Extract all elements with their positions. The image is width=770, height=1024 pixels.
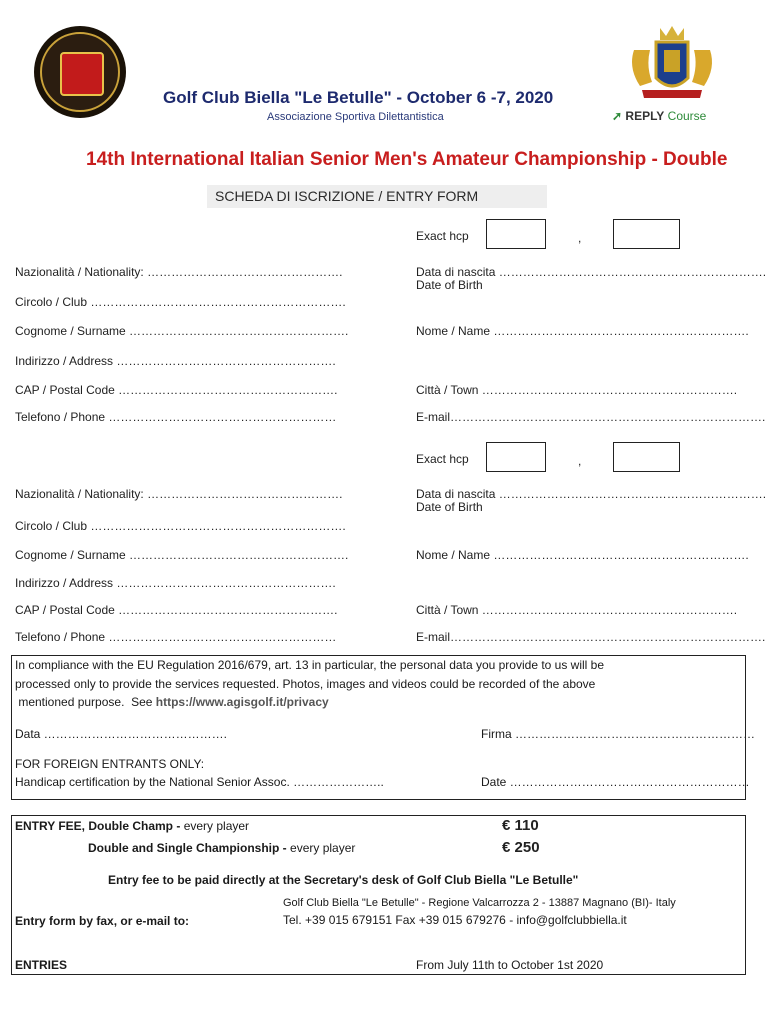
hcp-comma: , [578, 231, 582, 245]
privacy-line-1: In compliance with the EU Regulation 2016/679, art. 13 in particular, the personal data you provide to us will be [15, 658, 605, 672]
golf-club-crest-logo [620, 20, 724, 106]
fee-double-single-label: Double and Single Championship - [88, 841, 291, 855]
contact-details: Tel. +39 015 679151 Fax +39 015 679276 - info@golfclubbiella.it [283, 913, 627, 927]
form-title: SCHEDA DI ISCRIZIONE / ENTRY FORM [207, 185, 547, 208]
dob-field[interactable]: Data di nascita …………………………………………………………. [416, 265, 767, 279]
reply-course-logo [612, 109, 706, 123]
phone-field[interactable]: Telefono / Phone ………………………………………………… [15, 410, 337, 424]
exact-hcp-label: Exact hcp [416, 229, 469, 243]
hcp-comma: , [578, 454, 582, 468]
fee-double-single-suffix: every player [290, 841, 356, 855]
date-field[interactable]: Data ………………………………………. [15, 727, 228, 741]
hcp-certification-field[interactable]: Handicap certification by the National Senior Assoc. ………………….. [15, 775, 384, 789]
entries-period: From July 11th to October 1st 2020 [416, 958, 604, 972]
logo-shield [60, 52, 104, 96]
dob-label-en: Date of Birth [416, 278, 483, 292]
signature-field[interactable]: Firma …………………………………………………… [481, 727, 755, 741]
city-field[interactable]: Città / Town ………………………………………………………. [416, 603, 738, 617]
entries-label: ENTRIES [15, 958, 68, 972]
fee-double-amount: € 110 [502, 817, 539, 834]
surname-field[interactable]: Cognome / Surname ………………………………………………. [15, 324, 349, 338]
nationality-field[interactable]: Nazionalità / Nationality: …………………………………………. [15, 265, 343, 279]
dob-field[interactable]: Data di nascita …………………………………………………………. [416, 487, 767, 501]
postal-code-field[interactable]: CAP / Postal Code ………………………………………………. [15, 603, 338, 617]
address-field[interactable]: Indirizzo / Address ………………………………………………. [15, 354, 336, 368]
agis-logo [34, 26, 126, 118]
club-field[interactable]: Circolo / Club ………………………………………………………. [15, 519, 346, 533]
privacy-link[interactable]: https://www.agisgolf.it/privacy [155, 695, 329, 709]
postal-code-field[interactable]: CAP / Postal Code ………………………………………………. [15, 383, 338, 397]
name-field[interactable]: Nome / Name ………………………………………………………. [416, 324, 749, 338]
fee-double-suffix: every player [183, 819, 250, 833]
reply-text: REPLY [625, 109, 665, 123]
privacy-line-3-text: mentioned purpose. See [15, 695, 156, 709]
club-address: Golf Club Biella "Le Betulle" - Regione Valcarrozza 2 - 13887 Magnano (BI)- Italy [283, 897, 676, 909]
address-field[interactable]: Indirizzo / Address ………………………………………………. [15, 576, 336, 590]
fee-double-row [15, 819, 249, 833]
fees-box [11, 815, 746, 975]
hcp-decimal-box[interactable] [613, 219, 680, 249]
email-field[interactable]: E-mail……………………………………………………………………. [416, 630, 766, 644]
hcp-integer-box[interactable] [486, 219, 546, 249]
privacy-line-2: processed only to provide the services requested. Photos, images and videos could be recorded of the above [15, 677, 596, 691]
email-field[interactable]: E-mail……………………………………………………………………. [416, 410, 766, 424]
payment-note: Entry fee to be paid directly at the Secretary's desk of Golf Club Biella "Le Betulle" [108, 873, 579, 887]
event-subtitle: Associazione Sportiva Dilettantistica [267, 111, 444, 123]
phone-field[interactable]: Telefono / Phone ………………………………………………… [15, 630, 337, 644]
hcp-decimal-box[interactable] [613, 442, 680, 472]
course-text: Course [667, 109, 707, 123]
reply-arrow-icon: ➚ [612, 109, 623, 123]
dob-label-en: Date of Birth [416, 500, 483, 514]
contact-label: Entry form by fax, or e-mail to: [15, 914, 190, 928]
surname-field[interactable]: Cognome / Surname ………………………………………………. [15, 548, 349, 562]
club-field[interactable]: Circolo / Club ………………………………………………………. [15, 295, 346, 309]
privacy-line-3 [15, 695, 329, 709]
event-title: Golf Club Biella "Le Betulle" - October 6 -7, 2020 [163, 88, 554, 107]
fee-double-single-amount: € 250 [502, 839, 540, 856]
exact-hcp-label: Exact hcp [416, 452, 469, 466]
cert-date-field[interactable]: Date …………………………………………………… [481, 775, 750, 789]
fee-double-single-row [88, 841, 355, 855]
championship-title: 14th International Italian Senior Men's Amateur Championship - Double [86, 149, 728, 170]
fee-double-label: ENTRY FEE, Double Champ - [15, 819, 184, 833]
foreign-entrants-label: FOR FOREIGN ENTRANTS ONLY: [15, 757, 205, 771]
hcp-integer-box[interactable] [486, 442, 546, 472]
city-field[interactable]: Città / Town ………………………………………………………. [416, 383, 738, 397]
name-field[interactable]: Nome / Name ………………………………………………………. [416, 548, 749, 562]
nationality-field[interactable]: Nazionalità / Nationality: …………………………………………. [15, 487, 343, 501]
